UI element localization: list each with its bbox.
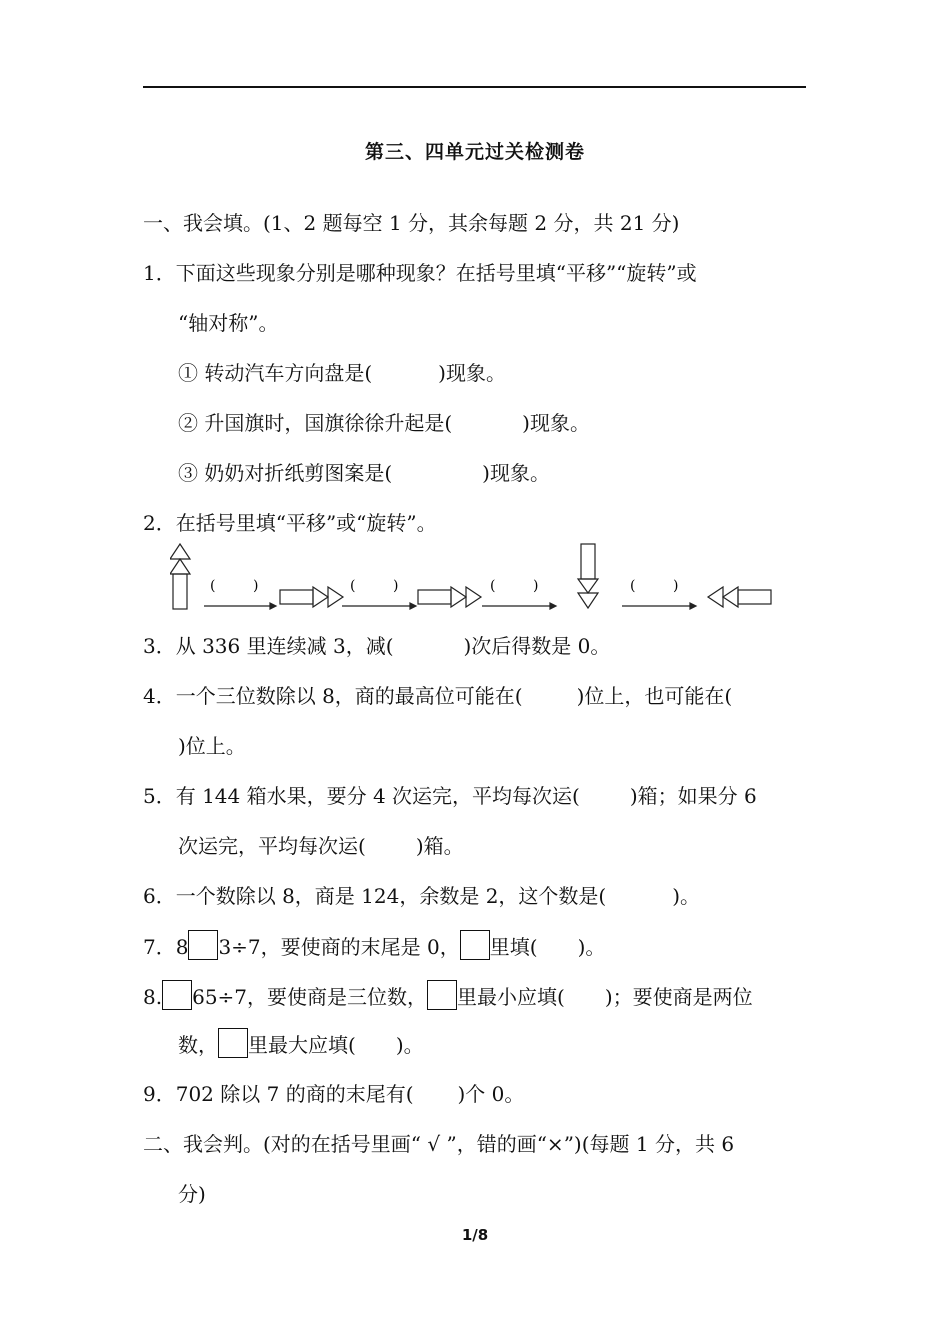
q4-pre: 4．一个三位数除以 8，商的最高位可能在( [143,684,523,708]
up-arrow-shape [170,544,190,609]
q8-part-b: 65÷7，要使商是三位数， [192,985,428,1009]
q5-line2 [178,832,464,860]
q9 [143,1080,524,1108]
digit-box[interactable] [162,980,192,1010]
paren-close: ) [393,578,399,594]
q6-post: )。 [672,884,701,908]
q8-line2-c: )。 [395,1033,424,1057]
paren-close: ) [673,578,679,594]
q4-line2: )位上。 [178,734,246,758]
paren-close: ) [253,578,259,594]
q1-item-a-post: )现象。 [438,361,506,385]
q7 [143,930,605,961]
q4-mid: )位上，也可能在( [576,684,733,708]
q3-pre: 3．从 336 里连续减 3，减( [143,634,394,658]
q1-item-a [178,359,506,387]
header-rule [143,86,806,88]
digit-box[interactable] [188,930,218,960]
q1-item-b-post: )现象。 [522,411,590,435]
transform-arrow-4 [622,603,696,609]
q1-item-c-pre: ③ 奶奶对折纸剪图案是( [178,461,393,485]
right-arrow-shape [418,587,481,607]
digit-box [427,980,457,1010]
q7-part-c: 里填( [489,935,538,959]
q7-part-b: 3÷7，要使商的末尾是 0， [218,935,460,959]
q8-part-d: )；要使商是两位 [604,985,753,1009]
q7-part-d: )。 [577,935,606,959]
q8-line2-b: 里最大应填( [248,1033,356,1057]
q5-line2-pre: 次运完，平均每次运( [178,834,366,858]
paren-open: ( [350,578,356,594]
q1-line2: “轴对称”。 [178,311,279,335]
q1-item-a-pre: ① 转动汽车方向盘是( [178,361,373,385]
paren-open: ( [490,578,496,594]
digit-box [460,930,490,960]
q2-text: 2．在括号里填“平移”或“旋转”。 [143,511,437,535]
q3-post: )次后得数是 0。 [463,634,611,658]
q8-line2 [178,1028,424,1059]
q1-item-c [178,459,550,487]
page-number: 1/8 [461,1226,489,1244]
q5-pre: 5．有 144 箱水果，要分 4 次运完，平均每次运( [143,784,580,808]
q5-line1 [143,782,757,810]
transform-arrow-1 [204,603,276,609]
paren-open: ( [210,578,216,594]
q7-part-a: 7．8 [143,935,189,959]
left-arrow-shape [708,587,771,607]
q4-line1 [143,682,732,710]
q8-line1 [143,980,753,1011]
q8-part-a: 8. [143,985,163,1009]
paren-close: ) [533,578,539,594]
q3 [143,632,610,660]
q1-item-b-pre: ② 升国旗时，国旗徐徐升起是( [178,411,453,435]
q9-pre: 9．702 除以 7 的商的末尾有( [143,1082,414,1106]
q1-item-c-post: )现象。 [482,461,550,485]
q5-mid: )箱；如果分 6 [629,784,757,808]
right-arrow-shape [280,587,343,607]
q6-pre: 6．一个数除以 8，商是 124，余数是 2，这个数是( [143,884,607,908]
q9-post: )个 0。 [457,1082,525,1106]
q2-figure [170,540,790,614]
q6 [143,882,700,910]
section2-heading: 二、我会判。(对的在括号里画“ √ ”，错的画“×”)(每题 1 分，共 6 [143,1132,735,1156]
transform-arrow-2 [342,603,416,609]
down-arrow-shape [578,544,598,608]
q1-item-b [178,409,590,437]
transform-arrow-3 [482,603,556,609]
q5-line2-post: )箱。 [415,834,464,858]
paren-open: ( [630,578,636,594]
digit-box [218,1028,248,1058]
q8-line2-a: 数， [178,1033,218,1057]
page-title: 第三、四单元过关检测卷 [364,141,585,163]
section2-heading-line2: 分) [178,1182,206,1206]
q1-line1: 1．下面这些现象分别是哪种现象？在括号里填“平移”“旋转”或 [143,261,697,285]
q8-part-c: 里最小应填( [457,985,565,1009]
section1-heading: 一、我会填。(1、2 题每空 1 分，其余每题 2 分，共 21 分) [143,211,680,235]
